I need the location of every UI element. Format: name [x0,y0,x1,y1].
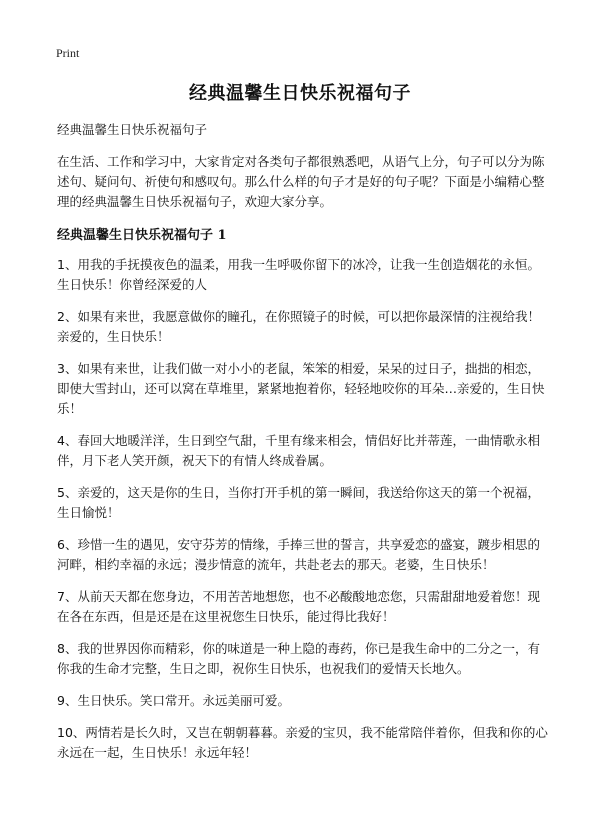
wish-item-10: 10、两情若是长久时，又岂在朝朝暮暮。亲爱的宝贝，我不能常陪伴着你，但我和你的心永远在一起，生日快乐！永远年轻！ [57,725,548,760]
wish-item-8: 8、我的世界因你而精彩，你的味道是一种上隐的毒药，你已是我生命中的二分之一，有你我的生命才完整，生日之即，祝你生日快乐，也祝我们的爱情天长地久。 [57,641,540,676]
wish-item-4: 4、春回大地暖洋洋，生日到空气甜，千里有缘来相会，情侣好比并蒂莲，一曲情歌永相伴，月下老人笑开颜，祝天下的有情人终成眷属。 [57,433,540,468]
wish-item-5: 5、亲爱的，这天是你的生日，当你打开手机的第一瞬间，我送给你这天的第一个祝福，生日愉悦！ [57,485,540,520]
wish-item-6: 6、珍惜一生的遇见，安守芬芳的情缘，手捧三世的誓言，共享爱恋的盛宴，踱步相思的河畔，相约幸福的永远；漫步情意的流年，共赴老去的那天。老婆，生日快乐！ [57,537,540,572]
document-subtitle: 经典温馨生日快乐祝福句子 [57,122,208,137]
wish-item-3: 3、如果有来世，让我们做一对小小的老鼠，笨笨的相爱，呆呆的过日子，拙拙的相恋，即使大雪封山，还可以窝在草堆里，紧紧地抱着你，轻轻地咬你的耳朵…亲爱的，生日快乐！ [57,361,545,416]
wish-item-1: 1、用我的手抚摸夜色的温柔，用我一生呼吸你留下的冰冷，让我一生创造烟花的永恒。生日快乐！你曾经深爱的人 [57,257,540,292]
intro-paragraph: 在生活、工作和学习中，大家肯定对各类句子都很熟悉吧，从语气上分，句子可以分为陈述句、疑问句、祈使句和感叹句。那么什么样的句子才是好的句子呢？下面是小编精心整理的经典温馨生日快乐祝福句子，欢迎大家分享。 [57,154,545,209]
wish-list [57,255,549,763]
wish-item-7: 7、从前天天都在您身边，不用苦苦地想您，也不必酸酸地恋您，只需甜甜地爱着您！现在各在东西，但是还是在这里祝您生日快乐，能过得比我好！ [57,589,540,624]
page-title: 经典温馨生日快乐祝福句子 [189,83,411,104]
document-body [57,120,549,775]
section-heading: 经典温馨生日快乐祝福句子 1 [57,228,227,243]
print-label[interactable]: Print [56,46,80,60]
wish-item-9: 9、生日快乐。笑口常开。永远美丽可爱。 [57,693,290,708]
wish-item-2: 2、如果有来世，我愿意做你的瞳孔，在你照镜子的时候，可以把你最深情的注视给我！亲爱的，生日快乐！ [57,309,540,344]
